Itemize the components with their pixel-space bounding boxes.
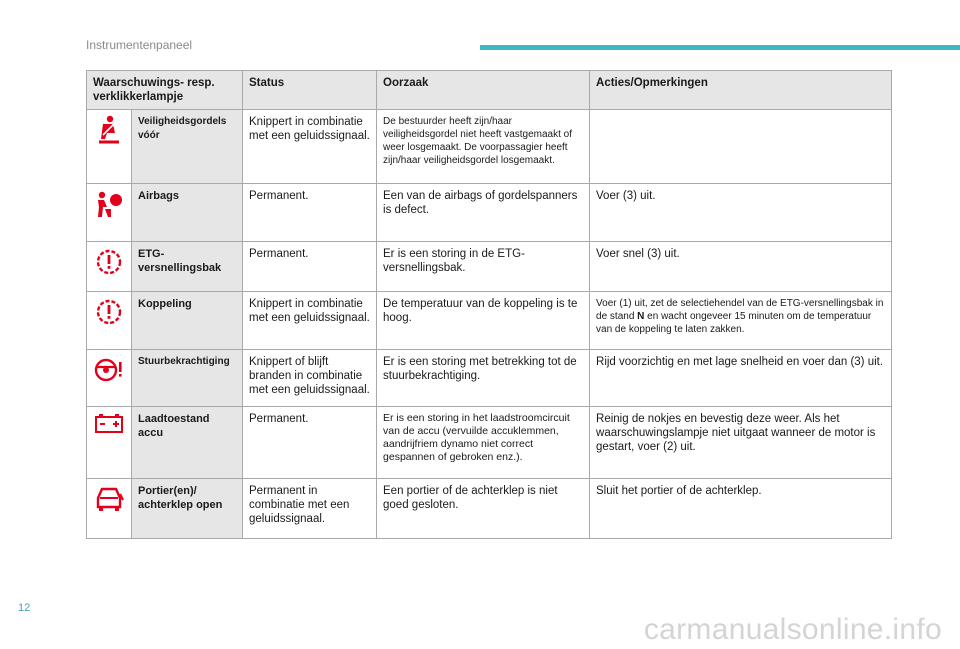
warning-name: Koppeling (132, 292, 243, 350)
door-open-warning-icon (93, 484, 125, 514)
warning-cause: Er is een storing in het laadstroomcircuit van de accu (vervuilde accuklemmen, aandrijfriem dynamo niet correct gespannen of gebroken enz.). (377, 407, 590, 479)
warning-action (590, 292, 892, 350)
section-title: Instrumentenpaneel (86, 38, 193, 52)
warning-action: Rijd voorzichtig en met lage snelheid en voer dan (3) uit. (590, 350, 892, 407)
icon-cell (87, 110, 132, 184)
warning-cause: Een portier of de achterklep is niet goed gesloten. (377, 479, 590, 539)
power-steering-warning-icon (93, 355, 125, 385)
column-header-lamp: Waarschuwings- resp. verklikkerlampje (87, 71, 243, 110)
warning-cause: De bestuurder heeft zijn/haar veiligheidsgordel niet heeft vastgemaakt of weer losgemaakt. De voorpassagier heeft zijn/haar veiligheidsgordel losgemaakt. (377, 110, 590, 184)
table-row (87, 350, 892, 407)
watermark-logo: carmanualsonline.info (643, 613, 942, 646)
table-row (87, 479, 892, 539)
column-header-cause: Oorzaak (377, 71, 590, 110)
column-header-status: Status (243, 71, 377, 110)
action-text: Voer (1) uit, zet de selectiehendel van de ETG-versnellingsbak in de stand (596, 298, 884, 322)
table-row (87, 184, 892, 242)
clutch-warning-icon (93, 297, 125, 327)
warning-action: Voer snel (3) uit. (590, 242, 892, 292)
airbag-warning-icon (93, 189, 125, 219)
warning-action: Voer (3) uit. (590, 184, 892, 242)
header-accent-bar (480, 45, 960, 50)
action-text: en wacht ongeveer 15 minuten om de temperatuur van de koppeling te laten zakken. (596, 311, 872, 335)
table-row (87, 242, 892, 292)
warning-status: Knippert of blijft branden in combinatie met een geluidssignaal. (243, 350, 377, 407)
warning-cause: Een van de airbags of gordelspanners is defect. (377, 184, 590, 242)
warning-lights-table (86, 70, 892, 539)
warning-status: Permanent in combinatie met een geluidssignaal. (243, 479, 377, 539)
warning-action: Reinig de nokjes en bevestig deze weer. Als het waarschuwingslampje niet uitgaat wanneer de motor is gestart, voer (2) uit. (590, 407, 892, 479)
warning-name: Stuurbekrachtiging (132, 350, 243, 407)
warning-action (590, 110, 892, 184)
icon-cell (87, 350, 132, 407)
gear-position-n: N (637, 311, 645, 322)
warning-name: Veiligheidsgordels vóór (132, 110, 243, 184)
warning-status: Permanent. (243, 407, 377, 479)
warning-cause: Er is een storing met betrekking tot de stuurbekrachtiging. (377, 350, 590, 407)
page-number: 12 (18, 602, 31, 614)
icon-cell (87, 292, 132, 350)
icon-cell (87, 184, 132, 242)
warning-name: Laadtoestand accu (132, 407, 243, 479)
gearbox-warning-icon (93, 247, 125, 277)
icon-cell (87, 479, 132, 539)
icon-cell (87, 407, 132, 479)
warning-status: Knippert in combinatie met een geluidssignaal. (243, 110, 377, 184)
table-row (87, 407, 892, 479)
column-header-action: Acties/Opmerkingen (590, 71, 892, 110)
table-row (87, 292, 892, 350)
table-header-row (87, 71, 892, 110)
warning-cause: Er is een storing in de ETG-versnellingsbak. (377, 242, 590, 292)
warning-name: Portier(en)/ achterklep open (132, 479, 243, 539)
warning-name: ETG-versnellingsbak (132, 242, 243, 292)
battery-warning-icon (93, 412, 125, 434)
warning-status: Knippert in combinatie met een geluidssignaal. (243, 292, 377, 350)
warning-cause: De temperatuur van de koppeling is te hoog. (377, 292, 590, 350)
warning-status: Permanent. (243, 242, 377, 292)
table-row (87, 110, 892, 184)
warning-name: Airbags (132, 184, 243, 242)
warning-action: Sluit het portier of de achterklep. (590, 479, 892, 539)
seatbelt-warning-icon (93, 115, 125, 145)
icon-cell (87, 242, 132, 292)
warning-status: Permanent. (243, 184, 377, 242)
